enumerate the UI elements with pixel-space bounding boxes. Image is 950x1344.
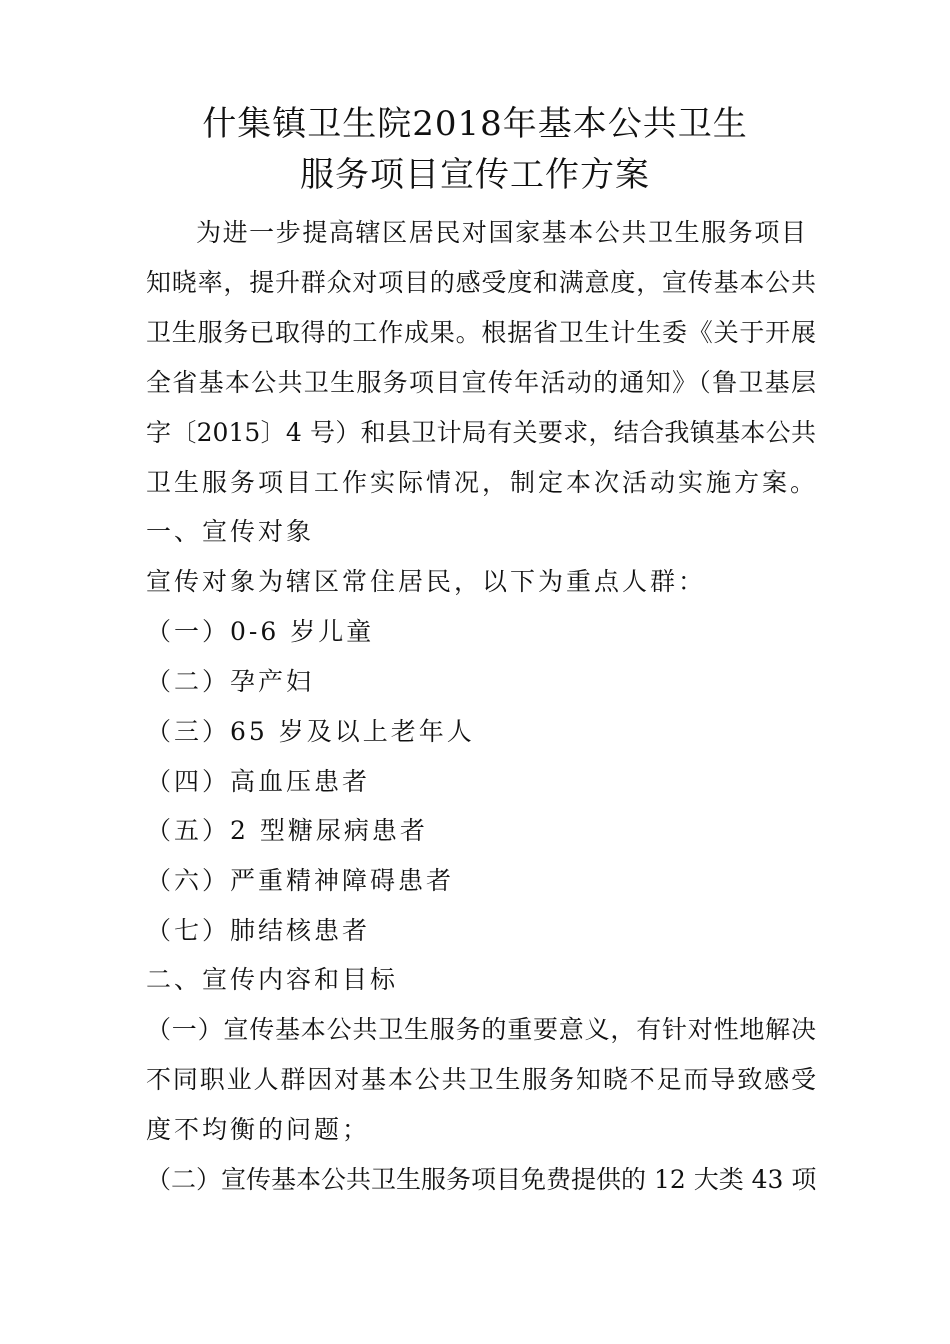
section-1-lead: 宣传对象为辖区常住居民，以下为重点人群： [146,567,707,596]
section-1-heading: 一、宣传对象 [146,517,315,546]
intro-paragraph-line: 全省基本公共卫生服务项目宣传年活动的通知》（鲁卫基层 [146,368,816,397]
target-group-item: （六）严重精神障碍患者 [146,866,455,895]
content-paragraph-line: 不同职业人群因对基本公共卫生服务知晓不足而导致感受 [146,1065,816,1094]
intro-paragraph-line: 卫生服务项目工作实际情况，制定本次活动实施方案。 [146,468,819,497]
target-group-item: （七）肺结核患者 [146,916,371,945]
intro-paragraph-line: 为进一步提高辖区居民对国家基本公共卫生服务项目 [196,218,806,247]
content-paragraph-line: 度不均衡的问题； [146,1115,371,1144]
target-group-item: （四）高血压患者 [146,767,371,796]
intro-paragraph-line: 字〔2015〕4 号）和县卫计局有关要求，结合我镇基本公共 [146,418,816,447]
target-group-item: （二）孕产妇 [146,667,315,696]
intro-paragraph-line: 知晓率，提升群众对项目的感受度和满意度，宣传基本公共 [146,268,816,297]
target-group-item: （一）0-6 岁儿童 [146,617,375,646]
target-group-item: （五）2 型糖尿病患者 [146,816,428,845]
document-title-line-2: 服务项目宣传工作方案 [300,155,650,195]
section-2-heading: 二、宣传内容和目标 [146,965,399,994]
content-paragraph-line: （一）宣传基本公共卫生服务的重要意义，有针对性地解决 [146,1015,816,1044]
content-paragraph-line: （二）宣传基本公共卫生服务项目免费提供的 12 大类 43 项 [146,1165,817,1194]
document-title-line-1: 什集镇卫生院2018年基本公共卫生 [202,104,748,144]
target-group-item: （三）65 岁及以上老年人 [146,717,475,746]
intro-paragraph-line: 卫生服务已取得的工作成果。根据省卫生计生委《关于开展 [146,318,816,347]
